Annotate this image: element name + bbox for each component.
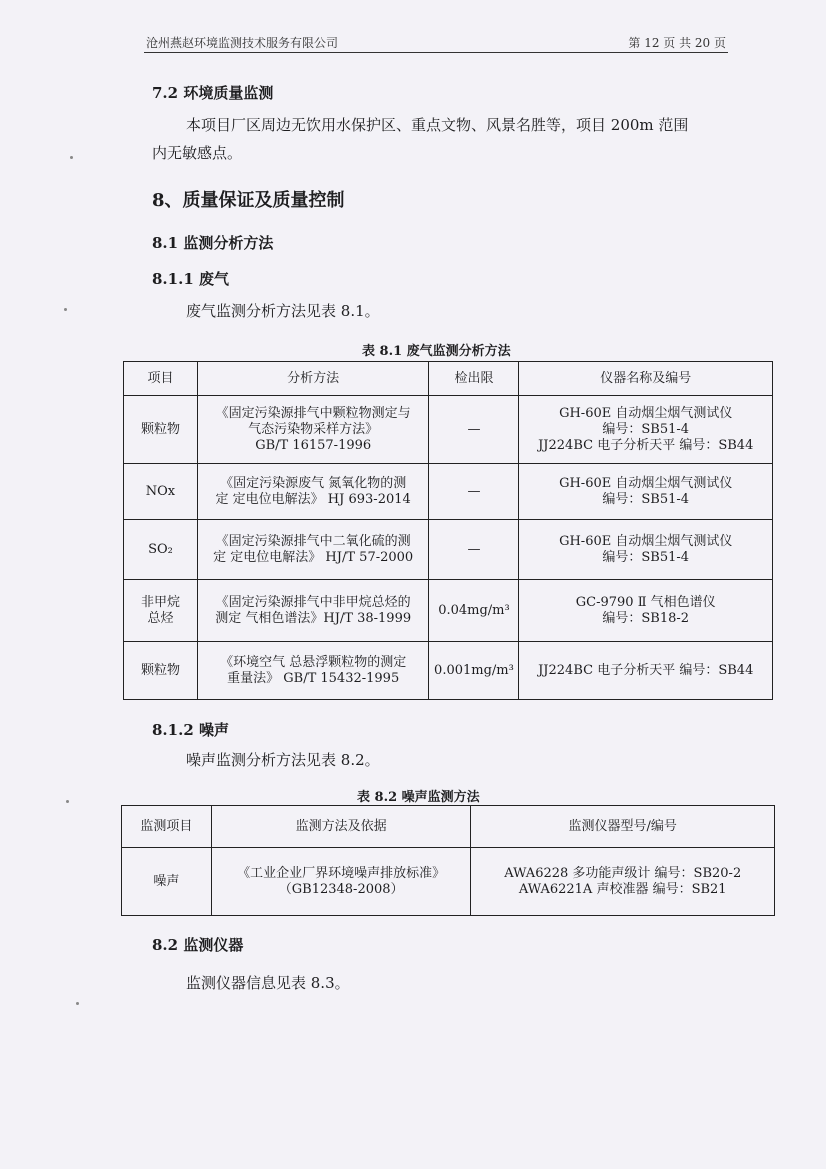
instrument-line: 编号：SB18-2 bbox=[602, 610, 690, 626]
table-row bbox=[124, 464, 773, 520]
table-cell-instrument bbox=[519, 580, 773, 642]
table-8-2-header: 监测项目 bbox=[122, 806, 212, 848]
table-row bbox=[124, 520, 773, 580]
section-8-1-1-title: 8.1.1 废气 bbox=[152, 270, 229, 288]
instrument-line: GH-60E 自动烟尘烟气测试仪 bbox=[559, 533, 733, 549]
table-cell-item: 颗粒物 bbox=[124, 642, 198, 700]
method-line: 定 定电位电解法》 HJ 693-2014 bbox=[215, 491, 411, 507]
table-cell-limit: — bbox=[429, 396, 519, 464]
table-8-1-header: 分析方法 bbox=[197, 362, 429, 396]
company-name: 沧州燕赵环境监测技术服务有限公司 bbox=[146, 36, 339, 50]
instrument-line: 编号：SB51-4 bbox=[602, 491, 690, 507]
section-8-1-2-sentence: 噪声监测分析方法见表 8.2。 bbox=[186, 751, 380, 769]
instrument-line: JJ224BC 电子分析天平 编号：SB44 bbox=[538, 437, 754, 453]
table-cell-item: SO₂ bbox=[124, 520, 198, 580]
table-8-1-caption: 表 8.1 废气监测分析方法 bbox=[362, 344, 511, 359]
table-8-2-header: 监测仪器型号/编号 bbox=[471, 806, 775, 848]
method-line: 气态污染物采样方法》 bbox=[248, 421, 379, 437]
table-8-1 bbox=[123, 361, 773, 700]
table-8-1-header: 仪器名称及编号 bbox=[519, 362, 773, 396]
method-line: 《工业企业厂界环境噪声排放标准》 bbox=[237, 865, 446, 881]
scan-speck bbox=[70, 156, 73, 159]
section-8-1-2-title: 8.1.2 噪声 bbox=[152, 721, 229, 739]
table-cell-item: NOx bbox=[124, 464, 198, 520]
section-8-1-2-text bbox=[152, 746, 742, 774]
section-7-2-line1: 本项目厂区周边无饮用水保护区、重点文物、风景名胜等，项目 200m 范围 bbox=[186, 116, 689, 134]
table-row bbox=[124, 580, 773, 642]
page-number: 第 12 页 共 20 页 bbox=[628, 36, 726, 50]
instrument-line: 编号：SB51-4 bbox=[602, 549, 690, 565]
table-cell-method bbox=[197, 464, 429, 520]
table-cell-method bbox=[197, 580, 429, 642]
section-8-2-text bbox=[152, 969, 742, 997]
method-line: 测定 气相色谱法》HJ/T 38-1999 bbox=[215, 610, 412, 626]
section-8-title: 8、质量保证及质量控制 bbox=[152, 190, 345, 211]
item-line: 总烃 bbox=[147, 610, 174, 626]
section-7-2-line2: 内无敏感点。 bbox=[152, 144, 243, 162]
instrument-line: AWA6221A 声校准器 编号：SB21 bbox=[518, 881, 727, 897]
table-cell-item: 噪声 bbox=[122, 848, 212, 916]
method-line: 重量法》 GB/T 15432-1995 bbox=[227, 670, 400, 686]
instrument-line: GC-9790 Ⅱ 气相色谱仪 bbox=[575, 594, 716, 610]
method-line: GB/T 16157-1996 bbox=[255, 437, 372, 453]
instrument-line: JJ224BC 电子分析天平 编号：SB44 bbox=[538, 662, 754, 678]
table-8-2 bbox=[121, 805, 775, 916]
section-8-2-title: 8.2 监测仪器 bbox=[152, 936, 244, 954]
table-cell-instrument bbox=[519, 642, 773, 700]
table-8-1-header: 项目 bbox=[124, 362, 198, 396]
method-line: （GB12348-2008） bbox=[278, 881, 404, 897]
method-line: 《固定污染源排气中非甲烷总烃的 bbox=[215, 594, 411, 610]
scan-speck bbox=[76, 1002, 79, 1005]
section-8-1-1-sentence: 废气监测分析方法见表 8.1。 bbox=[186, 302, 380, 320]
section-7-2-text bbox=[152, 111, 742, 167]
table-8-2-header-row bbox=[122, 806, 775, 848]
table-cell-method bbox=[197, 642, 429, 700]
scan-speck bbox=[64, 308, 67, 311]
instrument-line: AWA6228 多功能声级计 编号：SB20-2 bbox=[504, 865, 742, 881]
instrument-line: 编号：SB51-4 bbox=[602, 421, 690, 437]
table-row bbox=[124, 642, 773, 700]
method-line: 《固定污染源排气中二氧化硫的测 bbox=[215, 533, 411, 549]
table-cell-method bbox=[211, 848, 471, 916]
table-row bbox=[122, 848, 775, 916]
item-line: 非甲烷 bbox=[140, 594, 180, 610]
table-cell-instrument bbox=[519, 396, 773, 464]
table-cell-limit: — bbox=[429, 464, 519, 520]
section-8-1-title: 8.1 监测分析方法 bbox=[152, 234, 274, 252]
table-cell-item: 颗粒物 bbox=[124, 396, 198, 464]
table-cell-item bbox=[124, 580, 198, 642]
table-cell-instrument bbox=[519, 464, 773, 520]
table-cell-method bbox=[197, 520, 429, 580]
table-cell-limit: — bbox=[429, 520, 519, 580]
method-line: 《环境空气 总悬浮颗粒物的测定 bbox=[220, 654, 407, 670]
table-8-2-header: 监测方法及依据 bbox=[211, 806, 471, 848]
table-cell-instrument bbox=[471, 848, 775, 916]
instrument-line: GH-60E 自动烟尘烟气测试仪 bbox=[559, 405, 733, 421]
method-line: 《固定污染源排气中颗粒物测定与 bbox=[215, 405, 411, 421]
table-cell-limit: 0.001mg/m³ bbox=[429, 642, 519, 700]
table-cell-limit: 0.04mg/m³ bbox=[429, 580, 519, 642]
table-cell-method bbox=[197, 396, 429, 464]
method-line: 定 定电位电解法》 HJ/T 57-2000 bbox=[213, 549, 414, 565]
section-8-1-1-text bbox=[152, 297, 742, 325]
table-cell-instrument bbox=[519, 520, 773, 580]
instrument-line: GH-60E 自动烟尘烟气测试仪 bbox=[559, 475, 733, 491]
section-8-2-sentence: 监测仪器信息见表 8.3。 bbox=[186, 974, 350, 992]
table-row bbox=[124, 396, 773, 464]
table-8-1-header-row bbox=[124, 362, 773, 396]
scan-speck bbox=[66, 800, 69, 803]
page-header bbox=[144, 30, 728, 53]
section-7-2-title: 7.2 环境质量监测 bbox=[152, 84, 274, 102]
table-8-1-header: 检出限 bbox=[429, 362, 519, 396]
table-8-2-caption: 表 8.2 噪声监测方法 bbox=[357, 790, 480, 805]
method-line: 《固定污染源废气 氮氧化物的测 bbox=[220, 475, 407, 491]
